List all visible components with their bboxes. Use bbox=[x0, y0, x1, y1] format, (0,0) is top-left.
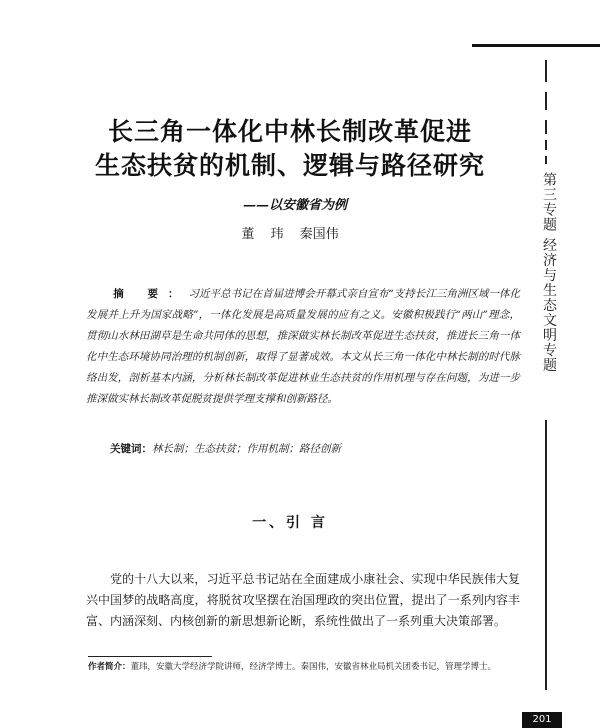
section-heading: 一、引 言 bbox=[252, 515, 328, 531]
header-rule bbox=[472, 44, 600, 47]
side-rule-segment bbox=[545, 120, 547, 134]
abstract bbox=[86, 284, 520, 410]
keywords-text: 林长制；生态扶贫；作用机制；路径创新 bbox=[152, 443, 341, 455]
article-title-line-1: 长三角一体化中林长制改革促进 bbox=[107, 117, 472, 146]
article-subtitle: ——以安徽省为例 bbox=[242, 198, 347, 213]
abstract-text: 习近平总书记在首届进博会开幕式亲自宣布“支持长江三角洲区域一体化发展并上升为国家战略”，一体化发展是高质量发展的应有之义。安徽积极践行“两山”理念，贯彻山水林田湖草是生命共同体的思想，推深做实林长制改革促进生态扶贫，推进长三角一体化中生态环境协同治理的机制创新，取得了显著成效。本文从长三角一体化中林长制的时代脉络出发，剖析基本内涵，分析林长制改革促进林业生态扶贫的作用机理与存在问题，为进一步推深做实林长制改革促脱贫提供学理支撑和创新路径。 bbox=[86, 288, 520, 405]
keywords bbox=[110, 441, 520, 456]
side-rule-segment bbox=[545, 92, 547, 110]
side-rule-segment bbox=[545, 60, 547, 82]
article-title-line-2: 生态扶贫的机制、逻辑与路径研究 bbox=[94, 151, 485, 180]
footnote bbox=[88, 660, 524, 674]
abstract-label: 摘 要： bbox=[113, 288, 189, 300]
keywords-label: 关键词： bbox=[110, 443, 152, 455]
footnote-label: 作者简介： bbox=[88, 662, 131, 672]
authors: 董 玮 秦国伟 bbox=[241, 227, 339, 242]
chapter-side-label: 第三专题 经济与生态文明专题 bbox=[541, 172, 557, 373]
footnote-rule bbox=[88, 656, 212, 657]
side-rule-segment bbox=[545, 140, 547, 150]
page-number-tab: 201 bbox=[522, 712, 562, 728]
footnote-text: 董玮，安徽大学经济学院讲师，经济学博士。秦国伟，安徽省林业局机关团委书记，管理学博士。 bbox=[130, 662, 497, 672]
side-rule-segment bbox=[545, 156, 547, 164]
side-rule-lower bbox=[545, 420, 547, 690]
body-paragraph: 党的十八大以来，习近平总书记站在全面建成小康社会、实现中华民族伟大复兴中国梦的战略高度，将脱贫攻坚摆在治国理政的突出位置，提出了一系列内容丰富、内涵深刻、内核创新的新思想新论断，系统性做出了一系列重大决策部署。 bbox=[86, 572, 520, 628]
